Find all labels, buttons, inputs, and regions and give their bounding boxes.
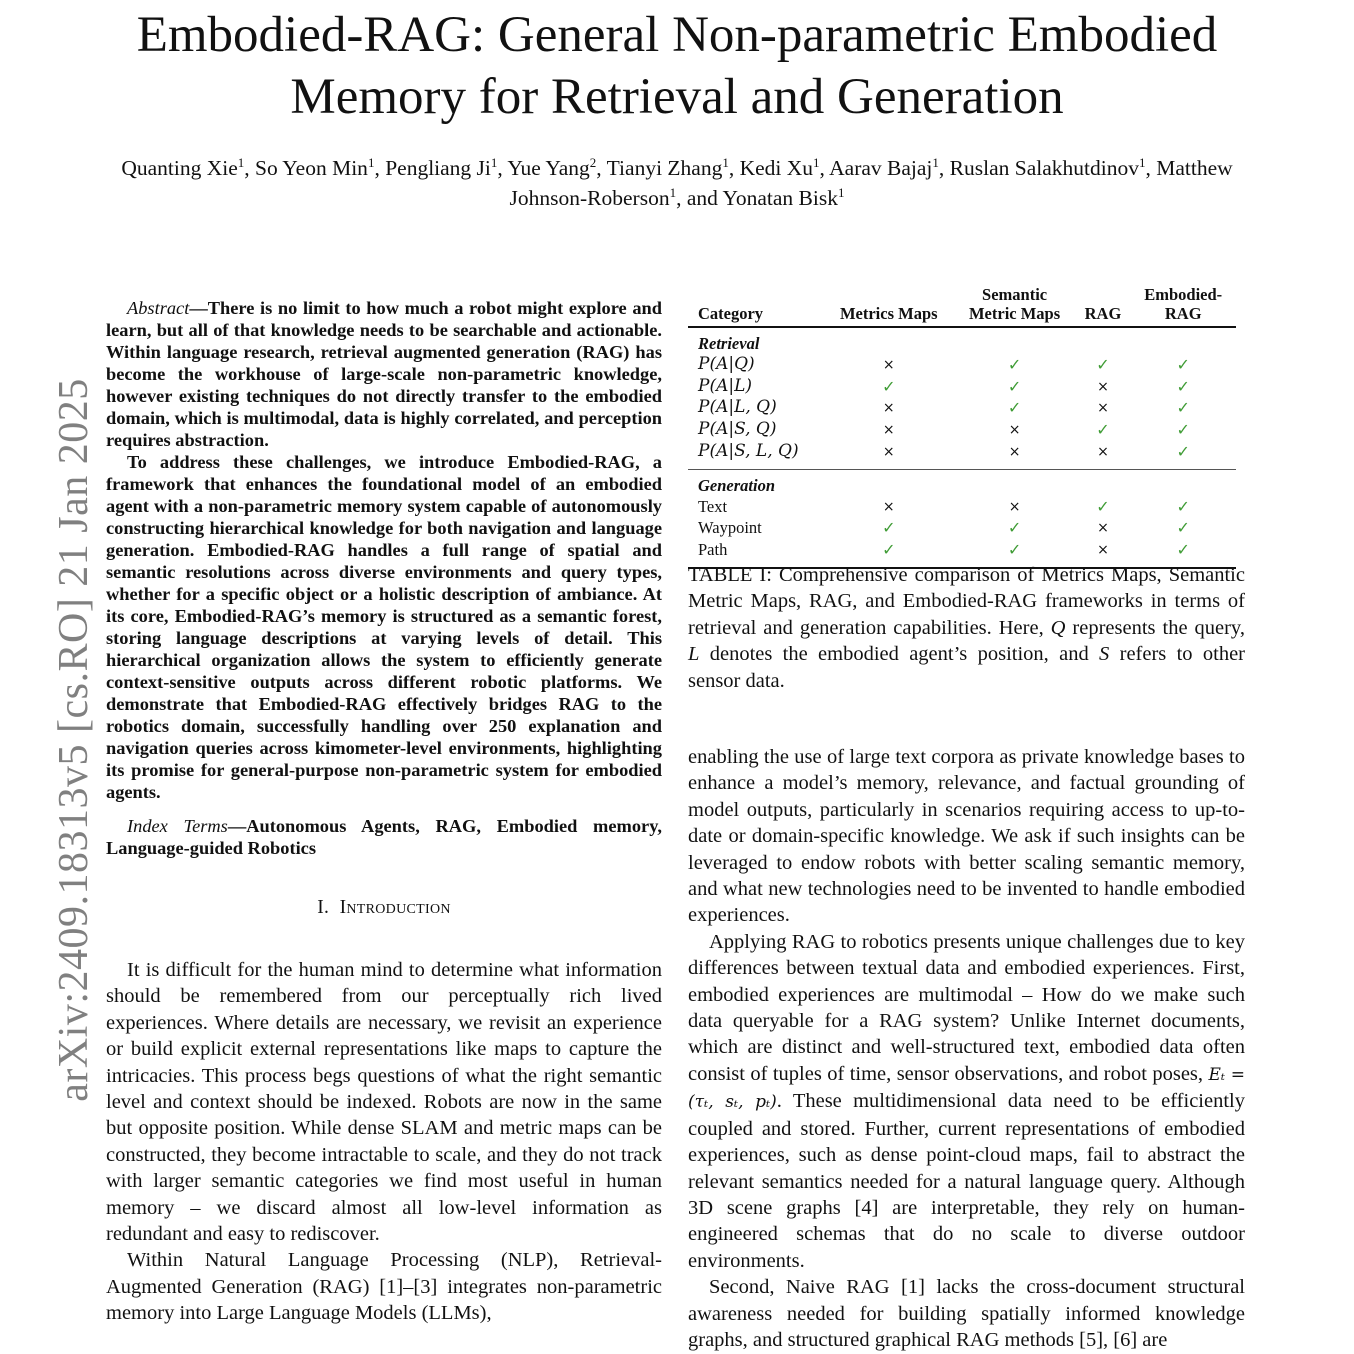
column-header (1130, 285, 1236, 327)
table-cell (1130, 397, 1236, 419)
row-label: P(A|Q) (698, 353, 755, 374)
intro-paragraph-3 (688, 929, 1245, 1274)
cross-icon: × (882, 498, 895, 515)
table-cell (954, 419, 1076, 441)
column-header (954, 285, 1076, 327)
cross-icon: × (882, 356, 895, 373)
check-icon: ✓ (882, 376, 896, 396)
table-cell (954, 539, 1076, 561)
check-icon: ✓ (1007, 540, 1022, 560)
check-icon: ✓ (1176, 496, 1190, 516)
author-name: Ruslan Salakhutdinov (949, 156, 1139, 180)
table-header-row (688, 285, 1236, 327)
author-name: Matthew Johnson-Roberson (509, 156, 1233, 210)
author-affiliation: 1 (490, 155, 498, 170)
column-header (688, 285, 824, 327)
check-icon: ✓ (1176, 518, 1190, 538)
column-header (1076, 285, 1131, 327)
row-label: P(A|S, L, Q) (698, 440, 799, 461)
author-separator: , (374, 156, 386, 180)
check-icon: ✓ (882, 540, 896, 560)
cross-icon: × (1097, 378, 1109, 395)
author-affiliation: 1 (932, 155, 939, 170)
table-cell (824, 441, 954, 463)
table-caption-text: Comprehensive comparison of Metrics Maps, Semantic Metric Maps, RAG, and Embodied-RAG frameworks in terms of retrieval and generation capabilities. Here, Q represents the query, L denotes the embodied agent’s position, and S refers to other sensor data. (688, 564, 1245, 692)
table-cell (1130, 517, 1236, 539)
author-separator: , (728, 156, 740, 180)
table-cell (1130, 419, 1236, 441)
table-cell (824, 496, 954, 518)
row-label: P(A|S, Q) (698, 419, 777, 440)
check-icon: ✓ (1007, 518, 1022, 538)
cross-icon: × (1097, 443, 1109, 460)
cross-icon: × (1097, 542, 1109, 559)
table-cell (954, 376, 1076, 398)
author-name: Quanting Xie (121, 156, 238, 180)
table-cell (1076, 376, 1131, 398)
column-header-text: Metric Maps (968, 304, 1061, 323)
intro-paragraph-2: Within Natural Language Processing (NLP), Retrieval-Augmented Generation (RAG) [1]–[3] integrates non-parametric memory into Large Language Models (LLMs), (106, 1249, 662, 1325)
author-affiliation: 1 (722, 155, 729, 170)
author-name: Tianyi Zhang (606, 156, 723, 180)
table-row (688, 419, 1236, 441)
arxiv-stamp: arXiv:2409.18313v5 [cs.RO] 21 Jan 2025 (51, 378, 97, 1102)
table-cell (824, 354, 954, 376)
row-label: Path (698, 540, 728, 560)
table-cell (954, 517, 1076, 539)
intro-p3-text-a: Applying RAG to robotics presents unique challenges due to key differences between textual data and embodied experiences. First, embodied experiences are multimodal – How do we make such data queryable for a RAG system? Unlike Internet documents, which are distinct and well-structured text, embodied data often consist of tuples of time, sensor observations, and robot poses, (688, 930, 1245, 1085)
author-list (120, 153, 1234, 213)
table-caption (688, 562, 1245, 694)
author-separator: , (596, 156, 607, 180)
table-row (688, 376, 1236, 398)
cross-icon: × (1008, 498, 1021, 515)
table-cell (1076, 517, 1131, 539)
author-affiliation: 1 (837, 185, 845, 200)
table-cell (1076, 354, 1131, 376)
section-numeral: I. (317, 897, 330, 918)
caption-math-symbol: S (1099, 643, 1110, 666)
table-cell (954, 441, 1076, 463)
table-cell (824, 419, 954, 441)
row-label: P(A|L, Q) (698, 397, 777, 418)
intro-paragraph-2-continued: enabling the use of large text corpora as private knowledge bases to enhance a model’s memory, relevance, and factual grounding of model outputs, particularly in scenarios requiring access to up-to-date or domain-specific knowledge. We ask if such insights can be leveraged to endow robots with better scaling semantic memory, and what new technologies need to be invented to handle embodied experiences. (688, 746, 1245, 927)
author-separator: , (497, 156, 508, 180)
table-cell (1076, 496, 1131, 518)
column-header (824, 285, 954, 327)
author-name: Pengliang Ji (385, 156, 491, 180)
cross-icon: × (1008, 422, 1021, 439)
author-name: Yue Yang (507, 156, 590, 180)
table-cell (954, 354, 1076, 376)
caption-math-symbol: L (688, 643, 700, 666)
row-label: P(A|L) (698, 375, 752, 396)
check-icon: ✓ (1176, 441, 1190, 461)
check-icon: ✓ (1096, 354, 1110, 374)
title-line-1: Embodied-RAG: General Non-parametric Embodied (136, 7, 1218, 63)
left-column (106, 297, 662, 1327)
table-row (688, 354, 1236, 376)
group-label: Generation (698, 475, 776, 495)
check-icon: ✓ (882, 518, 896, 538)
cross-icon: × (882, 400, 895, 417)
table-cell (954, 496, 1076, 518)
table-cell (1130, 376, 1236, 398)
section-title: Introduction (339, 897, 451, 918)
index-terms (106, 815, 662, 859)
table-cell (1076, 419, 1131, 441)
table-group-row (688, 327, 1236, 354)
table-cell (824, 376, 954, 398)
author-name: Kedi Xu (739, 156, 814, 180)
table-cell (824, 539, 954, 561)
cross-icon: × (1008, 443, 1021, 460)
index-terms-label: Index Terms (127, 816, 228, 836)
cross-icon: × (1097, 520, 1109, 537)
intro-p3-text-b: . These multidimensional data need to be efficiently coupled and stored. Further, current representations of embodied experiences, such as dense point-cloud maps, fail to abstract the relevant semantics needed for a natural language query. Although 3D scene graphs [4] are interpretable, they rely on human-engineered schemas that do no scale to diverse outdoor environments. (688, 1090, 1245, 1272)
table-cell (824, 517, 954, 539)
table-group-row (688, 469, 1236, 495)
caption-math-symbol: Q (1050, 616, 1066, 639)
check-icon: ✓ (1176, 398, 1190, 418)
author-separator: , (1145, 156, 1157, 180)
check-icon: ✓ (1096, 420, 1110, 440)
cross-icon: × (882, 422, 895, 439)
table-row (688, 441, 1236, 463)
table-cell (1076, 397, 1131, 419)
paper-title (0, 4, 1354, 128)
abstract-paragraph-1 (106, 297, 662, 451)
check-icon: ✓ (1176, 376, 1190, 396)
author-name: Yonatan Bisk (722, 186, 838, 210)
column-header-text: Metrics Maps (839, 304, 938, 323)
table-cell (954, 397, 1076, 419)
row-label: Text (698, 496, 728, 516)
author-name: So Yeon Min (255, 156, 368, 180)
index-terms-text: Autonomous Agents, RAG, Embodied memory, Language-guided Robotics (106, 816, 662, 858)
check-icon: ✓ (1176, 420, 1190, 440)
abstract-text-1: There is no limit to how much a robot might explore and learn, but all of that knowledge needs to be searchable and actionable. Within language research, retrieval augmented generation (RAG) has become the workhouse of large-scale non-parametric knowledge, however existing techniques do not directly transfer to the embodied domain, which is multimodal, data is highly correlated, and perception requires abstraction. (106, 298, 662, 450)
cross-icon: × (1097, 400, 1109, 417)
check-icon: ✓ (1176, 540, 1190, 560)
table-cell (1076, 441, 1131, 463)
author-separator: , (819, 156, 830, 180)
section-heading-introduction (106, 897, 662, 919)
check-icon: ✓ (1007, 398, 1022, 418)
intro-paragraph-1: It is difficult for the human mind to determine what information should be remembered from our perceptually rich lived experiences. Where details are necessary, we revisit an experience or build explicit external representations like maps to capture the intricacies. This process begs questions of what the right semantic level and context should be indexed. Robots are now in the same but opposite position. While dense SLAM and metric maps can be constructed, they become intractable to scale, and they do not track with larger semantic categories we find most useful in human memory – we discard almost all low-level information as redundant and easy to rediscover. (106, 959, 662, 1246)
table-cell (824, 397, 954, 419)
table-row (688, 517, 1236, 539)
column-header-text: Semantic (982, 285, 1048, 304)
table-row (688, 539, 1236, 561)
check-icon: ✓ (1007, 354, 1022, 374)
table-row (688, 397, 1236, 419)
column-header-text: Category (698, 304, 764, 323)
table-cell (1130, 496, 1236, 518)
check-icon: ✓ (1096, 496, 1110, 516)
author-affiliation: 1 (367, 155, 375, 170)
abstract-label: Abstract (127, 298, 190, 318)
embodied-tuple-equation: Eₜ = (τₜ, sₜ, pₜ) (688, 1064, 1245, 1113)
table-cell (1130, 539, 1236, 561)
comparison-table-container (688, 285, 1236, 569)
table-cell (1130, 441, 1236, 463)
author-affiliation: 1 (1138, 155, 1146, 170)
comparison-table (688, 285, 1236, 569)
group-label: Retrieval (698, 334, 760, 353)
author-separator: , (244, 156, 256, 180)
author-name: Aarav Bajaj (829, 156, 933, 180)
author-affiliation: 1 (237, 155, 245, 170)
right-column (688, 744, 1245, 1353)
author-separator: , and (676, 186, 723, 210)
column-header-text: Embodied- (1144, 285, 1223, 304)
author-affiliation: 1 (669, 185, 677, 200)
author-affiliation: 2 (589, 155, 597, 170)
title-line-2: Memory for Retrieval and Generation (290, 69, 1064, 125)
abstract-paragraph-2: To address these challenges, we introduce Embodied-RAG, a framework that enhances the foundational model of an embodied agent with a non-parametric memory system capable of autonomously constructing hierarchical knowledge for both navigation and language generation. Embodied-RAG handles a full range of spatial and semantic resolutions across diverse environments and query types, whether for a specific object or a holistic description of ambiance. At its core, Embodied-RAG’s memory is structured as a semantic forest, storing language descriptions at varying levels of detail. This hierarchical organization allows the system to efficiently generate context-sensitive outputs across different robotic platforms. We demonstrate that Embodied-RAG effectively bridges RAG to the robotics domain, successfully handling over 250 explanation and navigation queries across kimometer-level environments, highlighting its promise for general-purpose non-parametric system for embodied agents. (106, 452, 662, 802)
cross-icon: × (882, 443, 895, 460)
check-icon: ✓ (1007, 376, 1022, 396)
column-header-text: RAG (1164, 304, 1202, 323)
table-cell (1130, 354, 1236, 376)
author-affiliation: 1 (813, 155, 820, 170)
intro-paragraph-4: Second, Naive RAG [1] lacks the cross-document structural awareness needed for building spatially informed knowledge graphs, and structured graphical RAG methods [5], [6] are (688, 1276, 1245, 1351)
table-row (688, 496, 1236, 518)
table-cell (1076, 539, 1131, 561)
abstract-dash: — (189, 298, 208, 318)
row-label: Waypoint (698, 518, 762, 538)
check-icon: ✓ (1176, 354, 1190, 374)
table-caption-prefix: TABLE I: (688, 564, 779, 586)
author-separator: , (938, 156, 950, 180)
column-header-text: RAG (1084, 304, 1122, 323)
index-terms-dash: — (227, 816, 247, 836)
